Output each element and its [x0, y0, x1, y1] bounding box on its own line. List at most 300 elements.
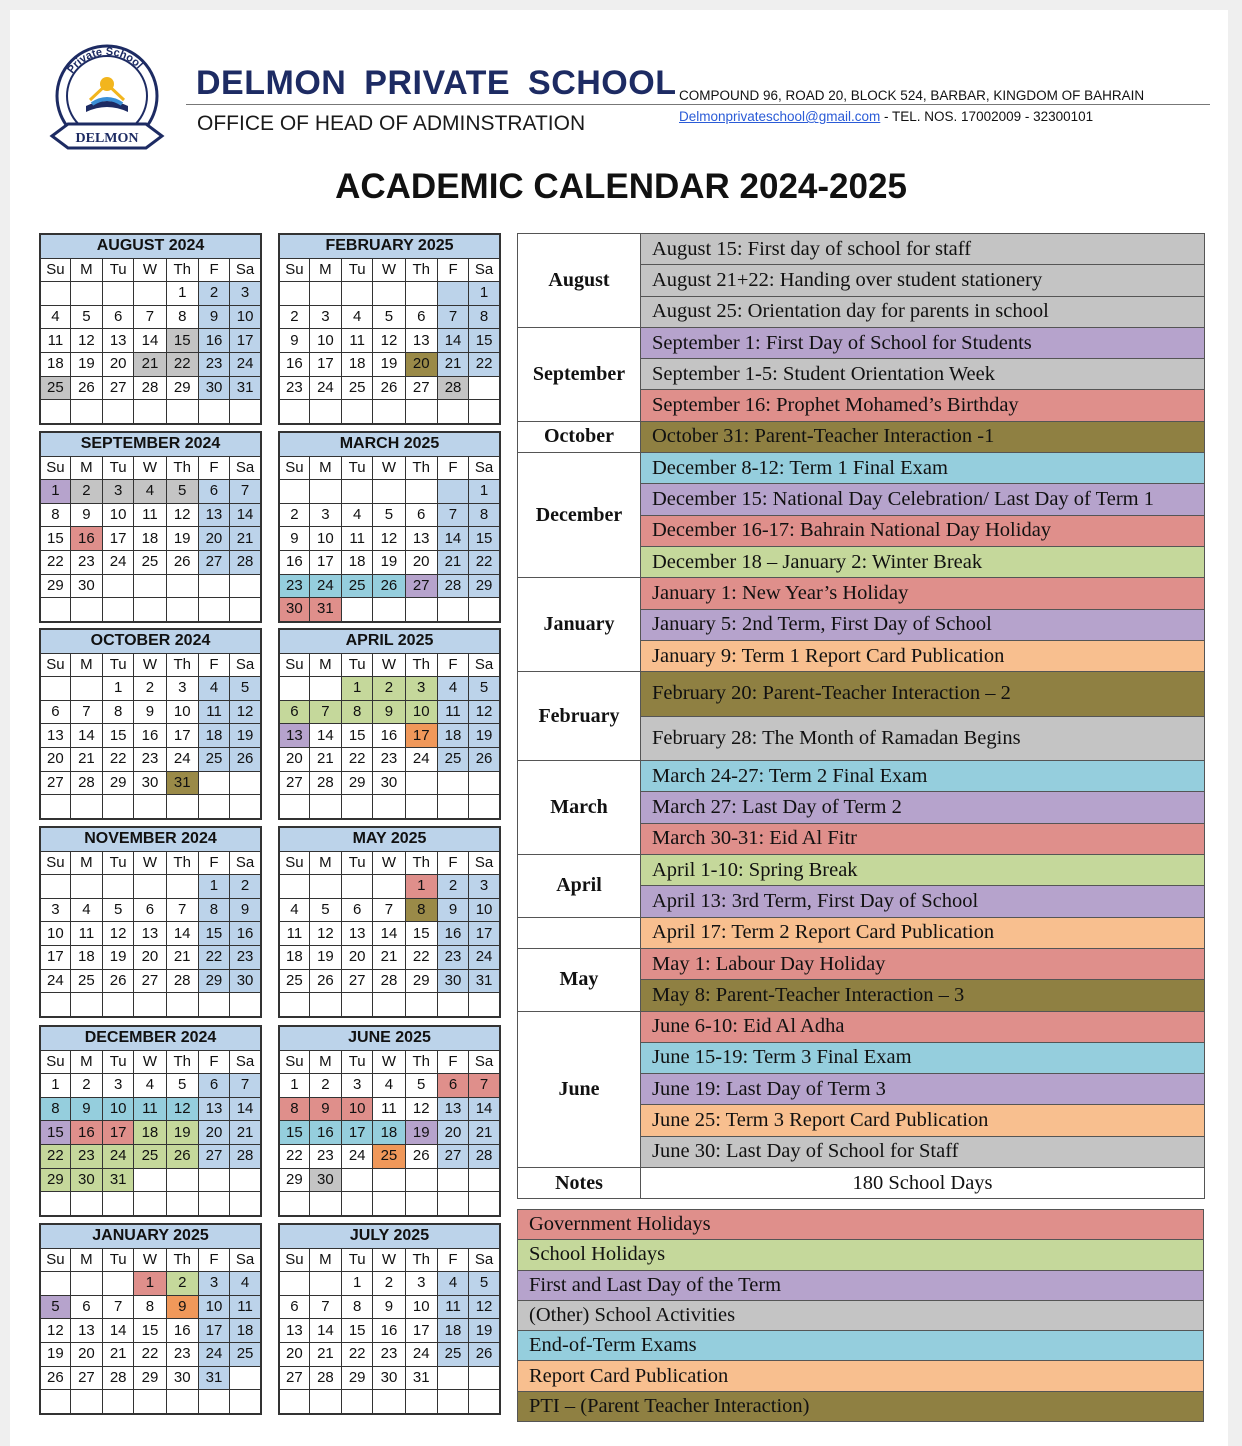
day-cell: [103, 282, 134, 306]
day-cell: 20: [198, 1121, 229, 1145]
day-cell: [437, 1192, 468, 1216]
day-cell: 3: [309, 503, 341, 527]
day-cell: 24: [40, 969, 70, 993]
event-text: May 1: Labour Day Holiday: [641, 948, 1205, 979]
day-cell: 2: [373, 677, 405, 701]
email-link[interactable]: Delmonprivateschool@gmail.com: [679, 109, 881, 124]
day-cell: 4: [342, 305, 373, 329]
event-row: [518, 855, 1205, 886]
day-cell: 12: [405, 1097, 437, 1121]
day-cell: 12: [70, 329, 102, 353]
day-cell: 22: [40, 1144, 70, 1168]
event-text: 180 School Days: [641, 1168, 1205, 1199]
legend-item: End-of-Term Exams: [518, 1331, 1204, 1361]
day-cell: 14: [166, 922, 198, 946]
day-cell: 18: [230, 1319, 261, 1343]
day-cell: 23: [279, 376, 309, 400]
day-cell: 22: [103, 747, 134, 771]
day-cell: 21: [230, 1121, 261, 1145]
day-cell: 1: [166, 282, 198, 306]
day-cell: 6: [405, 503, 437, 527]
event-month: October: [518, 421, 641, 452]
day-cell: 10: [166, 700, 198, 724]
day-cell: 16: [373, 724, 405, 748]
month-calendar: [278, 1223, 501, 1415]
day-cell: [70, 598, 102, 622]
event-text: January 5: 2nd Term, First Day of School: [641, 609, 1205, 640]
day-cell: 28: [230, 550, 261, 574]
day-cell: [198, 1192, 229, 1216]
day-cell: 7: [230, 1074, 261, 1098]
day-cell: [279, 282, 309, 306]
day-cell: 22: [342, 747, 373, 771]
day-cell: 2: [230, 875, 261, 899]
day-cell: 3: [405, 677, 437, 701]
day-cell: 15: [279, 1121, 309, 1145]
day-cell: [437, 598, 468, 622]
day-cell: 13: [405, 329, 437, 353]
weekday-header: M: [309, 1248, 341, 1272]
day-cell: 17: [103, 1121, 134, 1145]
day-cell: 30: [166, 1366, 198, 1390]
month-calendar: [278, 1025, 501, 1217]
weekday-header: M: [309, 653, 341, 677]
day-cell: [40, 875, 70, 899]
day-cell: [469, 1168, 500, 1192]
day-cell: 18: [342, 352, 373, 376]
event-text: August 21+22: Handing over student stationery: [641, 265, 1205, 296]
day-cell: 18: [437, 1319, 468, 1343]
day-cell: 14: [134, 329, 166, 353]
day-cell: 10: [230, 305, 261, 329]
day-cell: [70, 1192, 102, 1216]
weekday-header: W: [134, 258, 166, 282]
day-cell: 8: [342, 700, 373, 724]
day-cell: 12: [469, 700, 500, 724]
day-cell: 24: [405, 747, 437, 771]
day-cell: [166, 1168, 198, 1192]
weekday-header: Su: [279, 258, 309, 282]
day-cell: [405, 480, 437, 504]
day-cell: 13: [134, 922, 166, 946]
event-text: August 25: Orientation day for parents in school: [641, 296, 1205, 327]
day-cell: 8: [469, 305, 500, 329]
day-cell: 28: [103, 1366, 134, 1390]
day-cell: [198, 598, 229, 622]
day-cell: 7: [437, 503, 468, 527]
weekday-header: W: [373, 851, 405, 875]
day-cell: 27: [40, 771, 70, 795]
day-cell: 22: [405, 945, 437, 969]
day-cell: 27: [405, 376, 437, 400]
day-cell: 16: [437, 922, 468, 946]
day-cell: 4: [342, 503, 373, 527]
day-cell: 2: [309, 1074, 341, 1098]
day-cell: 9: [70, 503, 102, 527]
day-cell: 19: [309, 945, 341, 969]
day-cell: 10: [405, 1295, 437, 1319]
day-cell: [309, 677, 341, 701]
day-cell: 16: [309, 1121, 341, 1145]
day-cell: 2: [198, 282, 229, 306]
day-cell: 26: [373, 376, 405, 400]
day-cell: 8: [40, 503, 70, 527]
event-month: May: [518, 948, 641, 1011]
weekday-header: Th: [166, 456, 198, 480]
day-cell: 26: [373, 574, 405, 598]
day-cell: 9: [279, 329, 309, 353]
day-cell: 17: [166, 724, 198, 748]
weekday-header: Su: [40, 456, 70, 480]
day-cell: 16: [279, 352, 309, 376]
day-cell: 1: [342, 677, 373, 701]
weekday-header: W: [373, 653, 405, 677]
day-cell: [166, 1390, 198, 1414]
day-cell: 13: [342, 922, 373, 946]
day-cell: [230, 574, 261, 598]
day-cell: 27: [342, 969, 373, 993]
legend-item: Government Holidays: [518, 1210, 1204, 1240]
day-cell: 6: [342, 898, 373, 922]
day-cell: 14: [230, 1097, 261, 1121]
day-cell: 6: [198, 1074, 229, 1098]
school-address: COMPOUND 96, ROAD 20, BLOCK 524, BARBAR, KINGDOM OF BAHRAIN: [679, 88, 1145, 103]
day-cell: 14: [309, 1319, 341, 1343]
day-cell: 27: [103, 376, 134, 400]
day-cell: 25: [198, 747, 229, 771]
event-text: March 24-27: Term 2 Final Exam: [641, 761, 1205, 792]
day-cell: [198, 795, 229, 819]
legend-item: Report Card Publication: [518, 1361, 1204, 1391]
weekday-header: Tu: [103, 653, 134, 677]
day-cell: 27: [198, 1144, 229, 1168]
day-cell: 15: [342, 724, 373, 748]
day-cell: 24: [103, 1144, 134, 1168]
day-cell: [279, 400, 309, 424]
day-cell: 13: [279, 724, 309, 748]
month-calendar: [39, 1025, 262, 1217]
day-cell: 10: [405, 700, 437, 724]
weekday-header: Sa: [230, 851, 261, 875]
event-text: December 8-12: Term 1 Final Exam: [641, 453, 1205, 484]
day-cell: 19: [40, 1342, 70, 1366]
month-name: JULY 2025: [279, 1224, 500, 1248]
day-cell: 31: [405, 1366, 437, 1390]
day-cell: 2: [134, 677, 166, 701]
weekday-header: Tu: [103, 1248, 134, 1272]
day-cell: 4: [134, 1074, 166, 1098]
page-title: ACADEMIC CALENDAR 2024-2025: [335, 167, 907, 206]
day-cell: 6: [103, 305, 134, 329]
day-cell: 9: [70, 1097, 102, 1121]
weekday-header: Sa: [230, 1248, 261, 1272]
day-cell: 11: [134, 1097, 166, 1121]
day-cell: 14: [103, 1319, 134, 1343]
day-cell: [279, 795, 309, 819]
day-cell: [70, 795, 102, 819]
day-cell: 26: [309, 969, 341, 993]
day-cell: 1: [198, 875, 229, 899]
day-cell: [437, 1366, 468, 1390]
day-cell: 11: [437, 700, 468, 724]
weekday-header: Su: [279, 851, 309, 875]
day-cell: [437, 795, 468, 819]
day-cell: 3: [469, 875, 500, 899]
day-cell: 1: [405, 875, 437, 899]
day-cell: 1: [469, 282, 500, 306]
day-cell: 11: [230, 1295, 261, 1319]
day-cell: 8: [166, 305, 198, 329]
day-cell: 25: [342, 376, 373, 400]
day-cell: 10: [103, 1097, 134, 1121]
day-cell: 16: [279, 550, 309, 574]
day-cell: [405, 400, 437, 424]
day-cell: 19: [166, 1121, 198, 1145]
day-cell: 23: [70, 550, 102, 574]
day-cell: 13: [437, 1097, 468, 1121]
day-cell: 22: [469, 550, 500, 574]
day-cell: [40, 400, 70, 424]
day-cell: [309, 875, 341, 899]
day-cell: 3: [230, 282, 261, 306]
day-cell: 4: [70, 898, 102, 922]
day-cell: 24: [309, 574, 341, 598]
day-cell: [103, 574, 134, 598]
weekday-header: F: [437, 258, 468, 282]
month-name: MARCH 2025: [279, 432, 500, 456]
day-cell: [103, 400, 134, 424]
day-cell: 29: [342, 771, 373, 795]
day-cell: 14: [230, 503, 261, 527]
day-cell: 12: [40, 1319, 70, 1343]
day-cell: 10: [469, 898, 500, 922]
weekday-header: Su: [40, 1050, 70, 1074]
event-text: June 15-19: Term 3 Final Exam: [641, 1042, 1205, 1073]
event-month: December: [518, 453, 641, 578]
weekday-header: M: [309, 1050, 341, 1074]
day-cell: 5: [166, 480, 198, 504]
day-cell: 7: [230, 480, 261, 504]
day-cell: [309, 993, 341, 1017]
day-cell: 31: [198, 1366, 229, 1390]
day-cell: [405, 771, 437, 795]
day-cell: 22: [469, 352, 500, 376]
event-text: January 9: Term 1 Report Card Publication: [641, 640, 1205, 671]
day-cell: [230, 1192, 261, 1216]
day-cell: 15: [469, 527, 500, 551]
day-cell: [134, 1192, 166, 1216]
day-cell: 27: [279, 771, 309, 795]
weekday-header: Tu: [342, 258, 373, 282]
weekday-header: Th: [166, 1050, 198, 1074]
day-cell: [469, 795, 500, 819]
day-cell: 9: [166, 1295, 198, 1319]
day-cell: 17: [309, 352, 341, 376]
event-text: September 1: First Day of School for Students: [641, 327, 1205, 358]
day-cell: [373, 795, 405, 819]
day-cell: 28: [437, 574, 468, 598]
event-text: December 15: National Day Celebration/ Last Day of Term 1: [641, 484, 1205, 515]
weekday-header: Tu: [103, 1050, 134, 1074]
header-divider: [186, 104, 1210, 105]
event-row: [518, 1011, 1205, 1042]
day-cell: [230, 1168, 261, 1192]
day-cell: 1: [134, 1272, 166, 1296]
day-cell: 23: [134, 747, 166, 771]
day-cell: 21: [103, 1342, 134, 1366]
day-cell: [230, 598, 261, 622]
day-cell: [198, 400, 229, 424]
event-row: [518, 948, 1205, 979]
event-row: [518, 917, 1205, 948]
day-cell: 26: [469, 1342, 500, 1366]
day-cell: [103, 1192, 134, 1216]
logo-bottom-text: DELMON: [75, 131, 139, 146]
day-cell: 28: [230, 1144, 261, 1168]
day-cell: 19: [469, 724, 500, 748]
day-cell: [437, 282, 468, 306]
event-row: [518, 453, 1205, 484]
day-cell: 16: [70, 1121, 102, 1145]
day-cell: [342, 993, 373, 1017]
event-month: March: [518, 761, 641, 855]
event-text: June 19: Last Day of Term 3: [641, 1074, 1205, 1105]
day-cell: 29: [134, 1366, 166, 1390]
day-cell: 3: [103, 1074, 134, 1098]
day-cell: 2: [279, 503, 309, 527]
event-month: [518, 917, 641, 948]
month-name: JUNE 2025: [279, 1026, 500, 1050]
month-name: MAY 2025: [279, 827, 500, 851]
day-cell: 30: [230, 969, 261, 993]
day-cell: 5: [230, 677, 261, 701]
day-cell: 13: [198, 503, 229, 527]
day-cell: 29: [279, 1168, 309, 1192]
day-cell: [279, 875, 309, 899]
weekday-header: Tu: [103, 258, 134, 282]
day-cell: 29: [166, 376, 198, 400]
day-cell: 10: [103, 503, 134, 527]
day-cell: 29: [103, 771, 134, 795]
day-cell: [437, 1168, 468, 1192]
day-cell: [469, 1192, 500, 1216]
day-cell: 22: [198, 945, 229, 969]
legend-item: PTI – (Parent Teacher Interaction): [518, 1391, 1204, 1421]
day-cell: [405, 1390, 437, 1414]
weekday-header: W: [134, 1248, 166, 1272]
day-cell: [230, 771, 261, 795]
day-cell: 20: [279, 1342, 309, 1366]
event-text: March 27: Last Day of Term 2: [641, 792, 1205, 823]
day-cell: [103, 598, 134, 622]
weekday-header: Th: [405, 1248, 437, 1272]
day-cell: [40, 993, 70, 1017]
day-cell: 20: [342, 945, 373, 969]
day-cell: [198, 993, 229, 1017]
day-cell: 27: [437, 1144, 468, 1168]
day-cell: 25: [279, 969, 309, 993]
day-cell: 1: [40, 480, 70, 504]
day-cell: 19: [230, 724, 261, 748]
day-cell: 7: [309, 1295, 341, 1319]
day-cell: 21: [469, 1121, 500, 1145]
event-text: June 6-10: Eid Al Adha: [641, 1011, 1205, 1042]
day-cell: 19: [469, 1319, 500, 1343]
month-name: FEBRUARY 2025: [279, 234, 500, 258]
day-cell: [70, 400, 102, 424]
day-cell: 12: [103, 922, 134, 946]
day-cell: 24: [230, 352, 261, 376]
day-cell: 26: [405, 1144, 437, 1168]
day-cell: 18: [437, 724, 468, 748]
day-cell: 20: [405, 550, 437, 574]
day-cell: [469, 1366, 500, 1390]
day-cell: [469, 598, 500, 622]
school-name: DELMON PRIVATE SCHOOL: [196, 64, 677, 102]
day-cell: [166, 1192, 198, 1216]
day-cell: [309, 1192, 341, 1216]
day-cell: [103, 1390, 134, 1414]
day-cell: [103, 875, 134, 899]
event-month: Notes: [518, 1168, 641, 1199]
day-cell: 19: [166, 527, 198, 551]
day-cell: 8: [279, 1097, 309, 1121]
month-calendar: [278, 826, 501, 1018]
day-cell: 8: [40, 1097, 70, 1121]
month-calendar: [39, 233, 262, 425]
day-cell: [309, 1390, 341, 1414]
weekday-header: M: [70, 456, 102, 480]
event-text: January 1: New Year’s Holiday: [641, 578, 1205, 609]
day-cell: 23: [198, 352, 229, 376]
day-cell: 25: [373, 1144, 405, 1168]
day-cell: 21: [70, 747, 102, 771]
day-cell: 9: [134, 700, 166, 724]
day-cell: 2: [437, 875, 468, 899]
day-cell: [134, 795, 166, 819]
day-cell: 15: [469, 329, 500, 353]
event-text: December 16-17: Bahrain National Day Holiday: [641, 515, 1205, 546]
day-cell: [279, 1192, 309, 1216]
weekday-header: Su: [279, 653, 309, 677]
day-cell: 27: [70, 1366, 102, 1390]
day-cell: [405, 1168, 437, 1192]
day-cell: [309, 282, 341, 306]
day-cell: 2: [373, 1272, 405, 1296]
day-cell: 10: [342, 1097, 373, 1121]
day-cell: 19: [103, 945, 134, 969]
day-cell: 28: [70, 771, 102, 795]
day-cell: [309, 1272, 341, 1296]
day-cell: 7: [437, 305, 468, 329]
day-cell: 18: [198, 724, 229, 748]
event-text: April 13: 3rd Term, First Day of School: [641, 886, 1205, 917]
day-cell: 19: [373, 352, 405, 376]
day-cell: [40, 795, 70, 819]
day-cell: [405, 282, 437, 306]
day-cell: 6: [437, 1074, 468, 1098]
event-month: September: [518, 327, 641, 421]
weekday-header: M: [70, 851, 102, 875]
weekday-header: F: [198, 1050, 229, 1074]
day-cell: 28: [309, 771, 341, 795]
weekday-header: F: [437, 1248, 468, 1272]
day-cell: 20: [103, 352, 134, 376]
day-cell: [70, 875, 102, 899]
event-text: April 1-10: Spring Break: [641, 855, 1205, 886]
weekday-header: F: [198, 258, 229, 282]
day-cell: 22: [40, 550, 70, 574]
